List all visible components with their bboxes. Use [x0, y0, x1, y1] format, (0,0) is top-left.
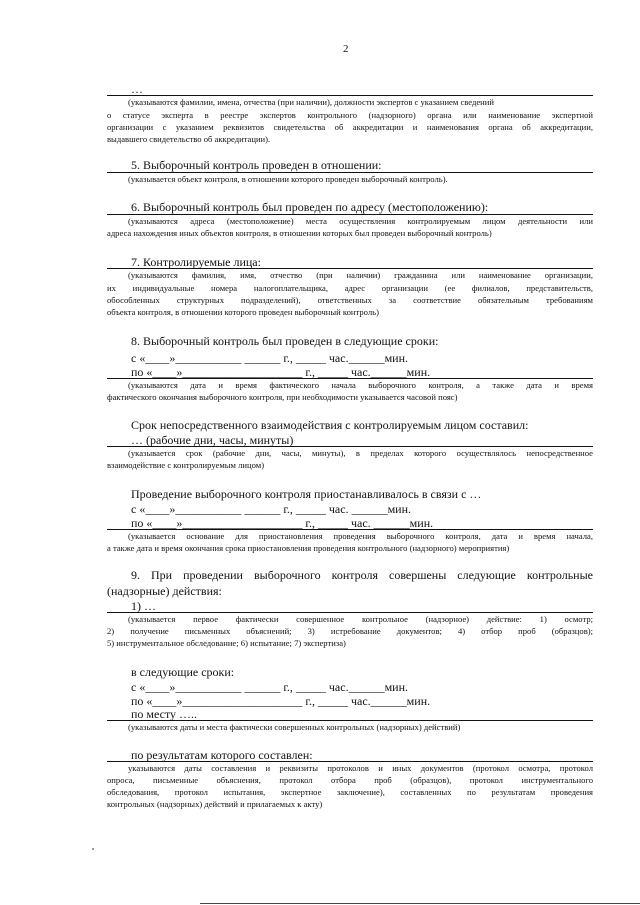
- section-9-results-note-line-1: указываются даты составления и реквизиты протоколов и иных документов (протокол осмотра, протокол: [128, 763, 593, 773]
- section-7-line: [107, 268, 593, 269]
- suspension-note-line-2: а также дата и время окончания срока приостановления проведения контрольного (надзорного) мероприятия): [107, 543, 510, 553]
- experts-note-line-2: о статусе эксперта в реестре экспертов контрольного (надзорного) органа или наименование экспертной: [107, 110, 593, 120]
- section-8-note-line-2: фактического окончания выборочного контроля, при необходимости указывается часовой пояс): [107, 392, 458, 402]
- duration-line: [107, 446, 593, 447]
- section-7-note-line-3: обособленных структурных подразделений), ответственных за соответствие обязательным требованиям: [107, 295, 593, 305]
- section-9-results-note-line-4: контрольных (надзорных) действий и прилагаемых к акту): [107, 799, 323, 809]
- section-9-dates-line: [107, 720, 593, 721]
- scan-edge-line: [200, 903, 640, 904]
- duration-note-line-1: (указывается срок (рабочие дни, часы, минуты), в пределах которого осуществлялось непосредственное: [128, 448, 593, 458]
- section-9-heading-line-2: (надзорные) действия:: [107, 584, 222, 598]
- duration-heading: Срок непосредственного взаимодействия с контролируемым лицом составил:: [131, 418, 529, 432]
- suspension-from: с «____»___________ ______ г., _____ час. ______мин.: [131, 502, 412, 516]
- experts-note-line-4: выдавшего свидетельство об аккредитации).: [107, 134, 271, 144]
- section-8-note-line-1: (указываются дата и время фактического начала выборочного контроля, а также дата и время: [128, 380, 593, 390]
- section-9-heading-line-1: 9. При проведении выборочного контроля совершены следующие контрольные: [131, 568, 593, 582]
- suspension-line: [107, 529, 593, 530]
- section-9-results-label: по результатам которого составлен:: [131, 748, 313, 762]
- section-9-results-line: [107, 761, 593, 762]
- section-9-results-note-line-2: опроса, письменные объяснения, протокол отбора проб (образцов), протокол инструментального: [107, 775, 593, 785]
- section-7-note-line-2: их индивидуальные номера налогоплательщика, адрес организации (ее филиалов, представительств,: [107, 283, 593, 293]
- section-6-note-line-2: адреса нахождения иных объектов контроля, в отношении которых был проведен выборочный контроль): [107, 228, 492, 238]
- section-5-note: (указывается объект контроля, в отношении которого проведен выборочный контроль).: [128, 174, 448, 184]
- duration-value: … (рабочие дни, часы, минуты): [131, 433, 294, 447]
- section-9-dates-note: (указываются даты и места фактически совершенных контрольных (надзорных) действий): [128, 722, 461, 732]
- section-9-line: [107, 612, 593, 613]
- experts-note-line-3: организации с указанием реквизитов свидетельства об аккредитации и наименования органа об аккредитации,: [107, 122, 593, 132]
- section-8-line: [107, 378, 593, 379]
- section-9-dates-label: в следующие сроки:: [131, 665, 235, 679]
- scan-speck: [92, 848, 94, 850]
- section-7-note-line-1: (указываются фамилия, имя, отчество (при наличии) гражданина или наименование организации,: [128, 270, 593, 280]
- section-9-note-line-1: (указывается первое фактически совершенное контрольное (надзорное) действие: 1) осмотр;: [128, 614, 593, 624]
- section-8-from: с «____»___________ ______ г., _____ час.______мин.: [131, 351, 409, 365]
- section-9-note-line-2: 2) получение письменных объяснений; 3) истребование документов; 4) отбор проб (образцов);: [107, 626, 593, 636]
- experts-line: [107, 95, 593, 96]
- section-5-line: [107, 172, 593, 173]
- section-7-note-line-4: объекта контроля, в отношении которого проведен выборочный контроль): [107, 307, 379, 317]
- experts-ellipsis: …: [131, 82, 143, 96]
- section-7-heading: 7. Контролируемые лица:: [131, 255, 261, 269]
- section-9-from: с «____»___________ ______ г., _____ час.______мин.: [131, 680, 409, 694]
- suspension-heading: Проведение выборочного контроля приостанавливалось в связи с …: [131, 487, 482, 501]
- suspension-to: по «____»____________________ г., _____ час. ______мин.: [131, 516, 434, 530]
- section-5-heading: 5. Выборочный контроль проведен в отношении:: [131, 158, 382, 172]
- section-9-results-note-line-3: обследования, протокол испытания, экспертное заключение), составленных по результатам проведения: [107, 787, 593, 797]
- section-6-note-line-1: (указываются адреса (местоположение) места осуществления контролируемым лицом деятельности или: [128, 216, 593, 226]
- section-9-item: 1) …: [131, 599, 156, 613]
- section-9-note-line-3: 5) инструментальное обследование; 6) испытание; 7) экспертиза): [107, 638, 346, 648]
- section-9-place: по месту …..: [131, 707, 198, 721]
- page-number: 2: [343, 43, 349, 55]
- section-9-to: по «____»____________________ г., _____ час.______мин.: [131, 694, 431, 708]
- section-6-heading: 6. Выборочный контроль был проведен по адресу (местоположению):: [131, 200, 489, 214]
- suspension-note-line-1: (указывается основание для приостановления проведения выборочного контроля, дата и время начала,: [128, 531, 593, 541]
- experts-note-line-1: (указываются фамилии, имена, отчества (при наличии), должности экспертов с указанием сведений: [128, 97, 494, 107]
- section-6-line: [107, 214, 593, 215]
- section-8-heading: 8. Выборочный контроль был проведен в следующие сроки:: [131, 334, 439, 348]
- section-8-to: по «____»____________________ г., _____ час.______мин.: [131, 365, 431, 379]
- duration-note-line-2: взаимодействие с контролируемым лицом): [107, 460, 265, 470]
